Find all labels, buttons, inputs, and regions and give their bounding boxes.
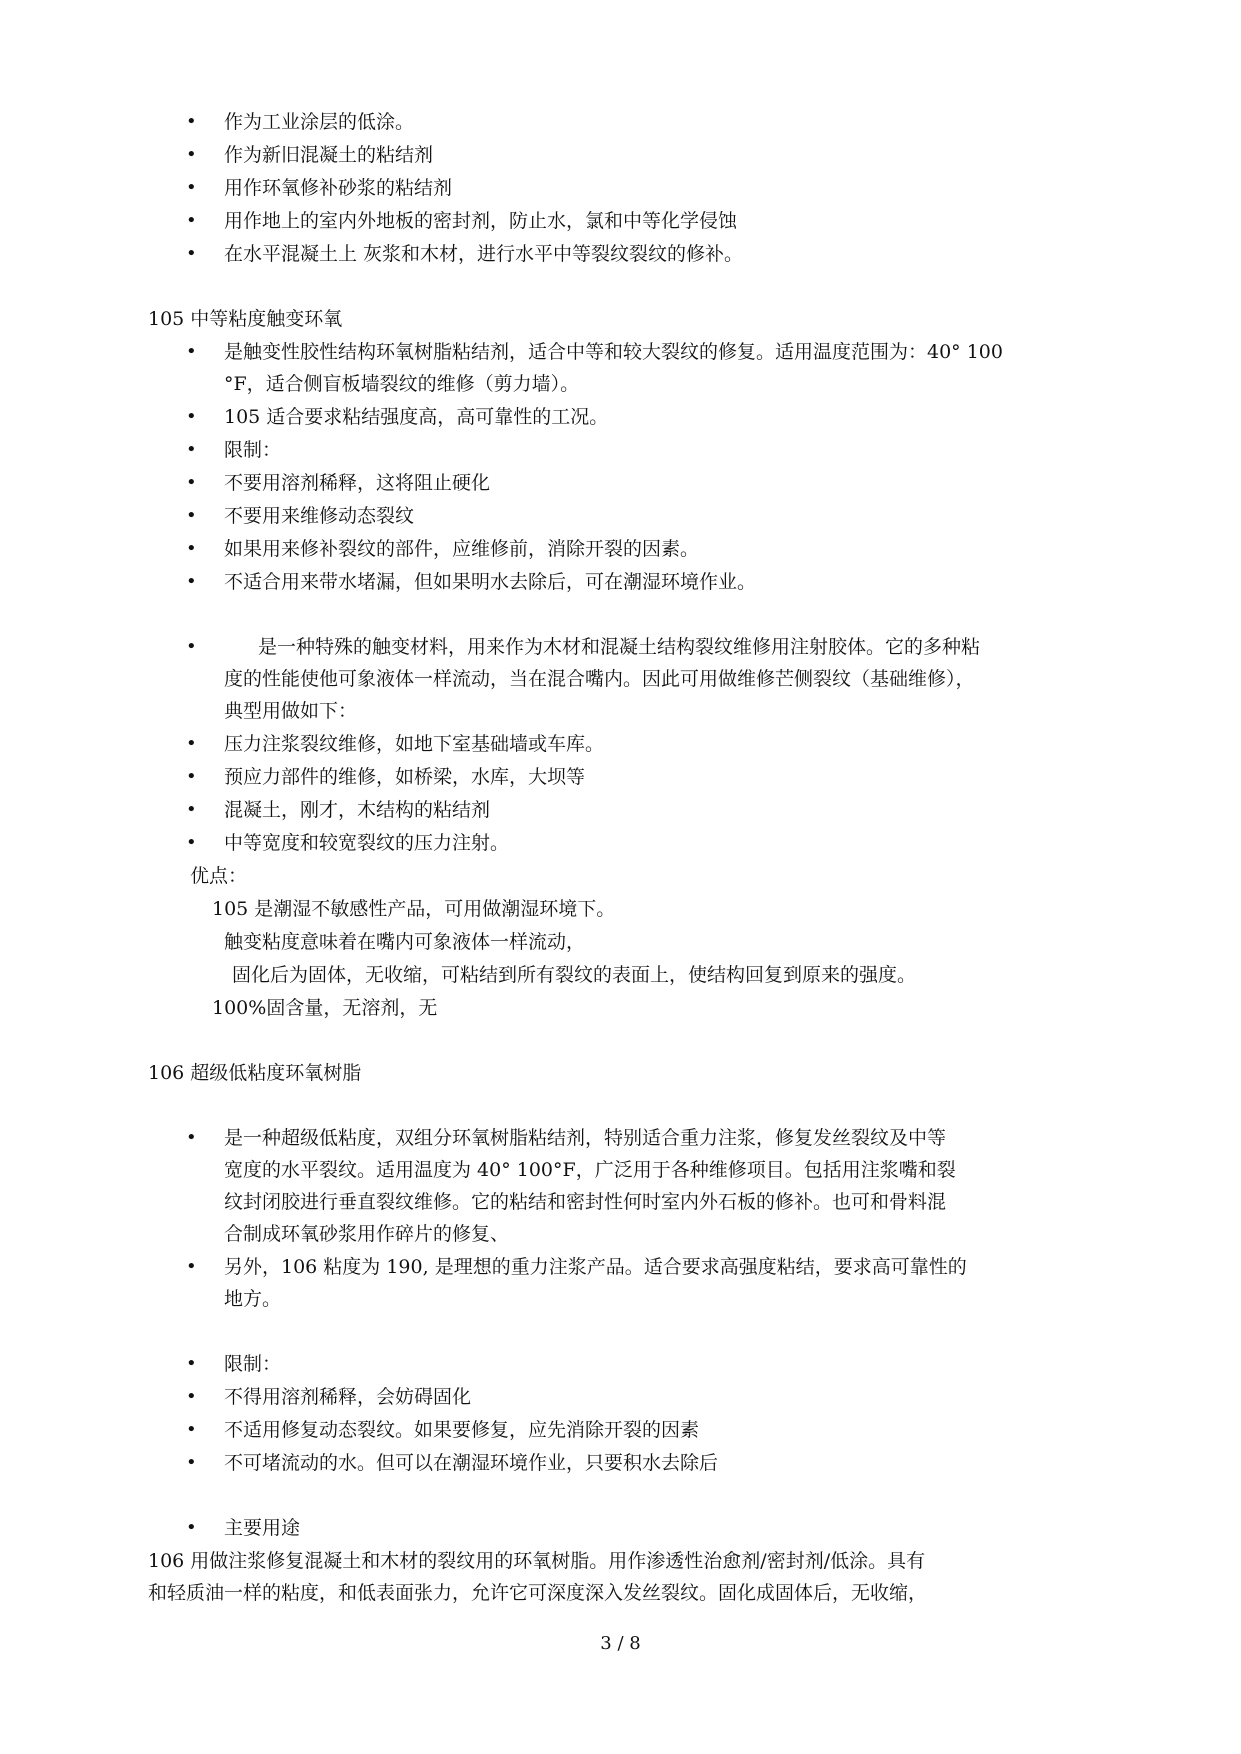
advantages-title: 优点： — [190, 865, 248, 887]
list-item: 不可堵流动的水。但可以在潮湿环境作业，只要积水去除后 — [224, 1452, 719, 1474]
list-item: 105 适合要求粘结强度高，高可靠性的工况。 — [224, 406, 609, 428]
list-item: 作为工业涂层的低涂。 — [224, 111, 415, 133]
bullet: • — [186, 243, 197, 264]
list-item: 混凝土，刚才，木结构的粘结剂 — [224, 799, 491, 821]
advantage-line: 触变粘度意味着在嘴内可象液体一样流动， — [224, 931, 586, 953]
list-item: 不要用溶剂稀释，这将阻止硬化 — [224, 472, 491, 494]
list-item: 预应力部件的维修，如桥梁，水库，大坝等 — [224, 766, 586, 788]
list-item: 不要用来维修动态裂纹 — [224, 505, 415, 527]
bullet: • — [186, 1517, 197, 1538]
section-heading-105: 105 中等粘度触变环氧 — [148, 308, 343, 330]
bullet: • — [186, 1353, 197, 1374]
paragraph-line: 是触变性胶性结构环氧树脂粘结剂，适合中等和较大裂纹的修复。适用温度范围为：40° 100 — [224, 341, 1003, 363]
list-item: 主要用途 — [224, 1517, 301, 1539]
bullet: • — [186, 636, 197, 657]
paragraph-line: 合制成环氧砂浆用作碎片的修复、 — [224, 1223, 510, 1245]
bullet: • — [186, 538, 197, 559]
bullet: • — [186, 832, 197, 853]
bullet: • — [186, 177, 197, 198]
list-item: 不得用溶剂稀释，会妨碍固化 — [224, 1386, 472, 1408]
bullet: • — [186, 766, 197, 787]
list-item: 压力注浆裂纹维修，如地下室基础墙或车库。 — [224, 733, 605, 755]
list-item: 不适用修复动态裂纹。如果要修复，应先消除开裂的因素 — [224, 1419, 700, 1441]
bullet: • — [186, 1452, 197, 1473]
list-item: 用作环氧修补砂浆的粘结剂 — [224, 177, 453, 199]
paragraph-line: 另外，106 粘度为 190, 是理想的重力注浆产品。适合要求高强度粘结，要求高可靠性的 — [224, 1256, 967, 1278]
paragraph-line: 和轻质油一样的粘度，和低表面张力，允许它可深度深入发丝裂纹。固化成固体后，无收缩， — [148, 1582, 928, 1604]
bullet: • — [186, 1386, 197, 1407]
bullet: • — [186, 341, 197, 362]
paragraph-line: 度的性能使他可象液体一样流动，当在混合嘴内。因此可用做维修芒侧裂纹（基础维修）， — [224, 668, 975, 690]
bullet: • — [186, 210, 197, 231]
paragraph-line: 106 用做注浆修复混凝土和木材的裂纹用的环氧树脂。用作渗透性治愈剂/密封剂/低涂。具有 — [148, 1550, 926, 1572]
bullet: • — [186, 472, 197, 493]
bullet: • — [186, 1419, 197, 1440]
list-item: 限制： — [224, 1353, 282, 1375]
list-item: 用作地上的室内外地板的密封剂，防止水，氯和中等化学侵蚀 — [224, 210, 738, 232]
advantage-line: 105 是潮湿不敏感性产品，可用做潮湿环境下。 — [212, 898, 616, 920]
paragraph-line: 纹封闭胶进行垂直裂纹维修。它的粘结和密封性何时室内外石板的修补。也可和骨料混 — [224, 1191, 947, 1213]
list-item: 中等宽度和较宽裂纹的压力注射。 — [224, 832, 510, 854]
list-item: 限制： — [224, 439, 282, 461]
bullet: • — [186, 505, 197, 526]
advantage-line: 固化后为固体，无收缩，可粘结到所有裂纹的表面上，使结构回复到原来的强度。 — [232, 964, 917, 986]
list-item: 如果用来修补裂纹的部件，应维修前，消除开裂的因素。 — [224, 538, 700, 560]
bullet: • — [186, 1256, 197, 1277]
paragraph-line: °F，适合侧盲板墙裂纹的维修（剪力墙）。 — [224, 373, 580, 395]
list-item: 不适合用来带水堵漏，但如果明水去除后，可在潮湿环境作业。 — [224, 571, 757, 593]
paragraph-line: 典型用做如下： — [224, 700, 358, 722]
bullet: • — [186, 439, 197, 460]
paragraph-line: 宽度的水平裂纹。适用温度为 40° 100°F，广泛用于各种维修项目。包括用注浆嘴和裂 — [224, 1159, 956, 1181]
section-heading-106: 106 超级低粘度环氧树脂 — [148, 1062, 362, 1084]
bullet: • — [186, 571, 197, 592]
bullet: • — [186, 799, 197, 820]
bullet: • — [186, 1127, 197, 1148]
bullet: • — [186, 111, 197, 132]
bullet: • — [186, 733, 197, 754]
bullet: • — [186, 406, 197, 427]
page-number: 3 / 8 — [600, 1633, 641, 1654]
paragraph-line: 是一种超级低粘度，双组分环氧树脂粘结剂，特别适合重力注浆，修复发丝裂纹及中等 — [224, 1127, 947, 1149]
advantage-line: 100%固含量，无溶剂，无 — [212, 997, 438, 1019]
list-item: 在水平混凝土上 灰浆和木材，进行水平中等裂纹裂纹的修补。 — [224, 243, 744, 265]
paragraph-line: 是一种特殊的触变材料，用来作为木材和混凝土结构裂纹维修用注射胶体。它的多种粘 — [258, 636, 981, 658]
paragraph-line: 地方。 — [224, 1288, 282, 1310]
list-item: 作为新旧混凝土的粘结剂 — [224, 144, 434, 166]
bullet: • — [186, 144, 197, 165]
